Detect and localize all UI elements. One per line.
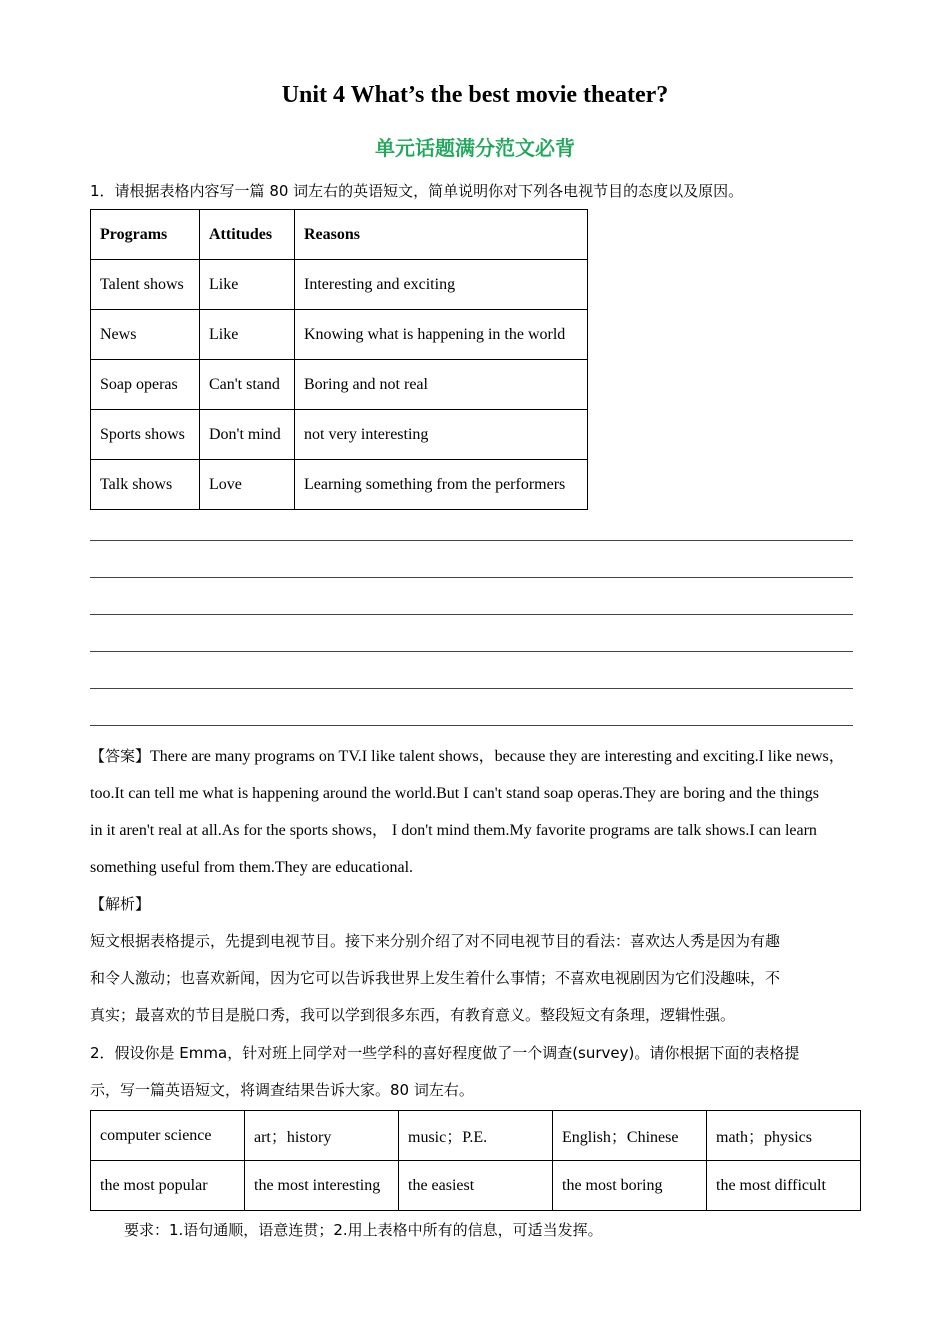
table-cell: computer science bbox=[91, 1111, 245, 1161]
table-cell: music；P.E. bbox=[399, 1111, 553, 1161]
table-cell: the most difficult bbox=[707, 1161, 861, 1211]
table-row bbox=[91, 1161, 861, 1211]
table-row bbox=[91, 460, 588, 510]
table-row bbox=[91, 260, 588, 310]
writing-line bbox=[90, 725, 853, 726]
writing-line bbox=[90, 577, 853, 578]
table-cell: Love bbox=[200, 460, 295, 510]
programs-table bbox=[90, 209, 588, 510]
table-cell: Knowing what is happening in the world bbox=[295, 310, 588, 360]
answer-paragraph bbox=[90, 738, 860, 886]
analysis-label: 【解析】 bbox=[90, 895, 151, 913]
table-cell: Sports shows bbox=[91, 410, 200, 460]
table-cell: art；history bbox=[245, 1111, 399, 1161]
table-cell: Learning something from the performers bbox=[295, 460, 588, 510]
table-cell: not very interesting bbox=[295, 410, 588, 460]
table-header-row bbox=[91, 210, 588, 260]
writing-line bbox=[90, 651, 853, 652]
question-2-line-1: 2．假设你是 Emma，针对班上同学对一些学科的喜好程度做了一个调查(survey)。请你根据下面的表格提 bbox=[90, 1044, 800, 1062]
writing-line bbox=[90, 614, 853, 615]
table-cell: Can't stand bbox=[200, 360, 295, 410]
table-cell: Don't mind bbox=[200, 410, 295, 460]
table-cell: the most popular bbox=[91, 1161, 245, 1211]
question-1-prompt: 1．请根据表格内容写一篇 80 词左右的英语短文，简单说明你对下列各电视节目的态度以及原因。 bbox=[90, 182, 744, 200]
table-row bbox=[91, 1111, 861, 1161]
page-subtitle: 单元话题满分范文必背 bbox=[375, 136, 575, 160]
table-cell: the most interesting bbox=[245, 1161, 399, 1211]
answer-line-3: in it aren't real at all.As for the sports shows， I don't mind them.My favorite programs are talk shows.I can learn bbox=[90, 822, 817, 839]
table-row bbox=[91, 310, 588, 360]
table-cell: News bbox=[91, 310, 200, 360]
table-cell: Interesting and exciting bbox=[295, 260, 588, 310]
header-cell: Attitudes bbox=[200, 210, 295, 260]
table-cell: Like bbox=[200, 260, 295, 310]
header-cell: Reasons bbox=[295, 210, 588, 260]
table-cell: Talk shows bbox=[91, 460, 200, 510]
question-2-line-2: 示，写一篇英语短文，将调查结果告诉大家。80 词左右。 bbox=[90, 1081, 474, 1099]
table-cell: the easiest bbox=[399, 1161, 553, 1211]
page-title: Unit 4 What’s the best movie theater? bbox=[281, 82, 669, 108]
table-cell: Like bbox=[200, 310, 295, 360]
analysis-line-2: 和令人激动；也喜欢新闻，因为它可以告诉我世界上发生着什么事情；不喜欢电视剧因为它们没趣味，不 bbox=[90, 969, 781, 987]
analysis-line-1: 短文根据表格提示，先提到电视节目。接下来分别介绍了对不同电视节目的看法：喜欢达人秀是因为有趣 bbox=[90, 932, 781, 950]
analysis-paragraph bbox=[90, 886, 860, 1034]
table-cell: Talent shows bbox=[91, 260, 200, 310]
header-cell: Programs bbox=[91, 210, 200, 260]
table-cell: English；Chinese bbox=[553, 1111, 707, 1161]
analysis-line-3: 真实；最喜欢的节目是脱口秀，我可以学到很多东西，有教育意义。整段短文有条理，逻辑性强。 bbox=[90, 1006, 736, 1024]
answer-label: 【答案】 bbox=[90, 747, 151, 765]
answer-line-2: too.It can tell me what is happening around the world.But I can't stand soap operas.They are boring and the things bbox=[90, 785, 819, 802]
table-cell: Boring and not real bbox=[295, 360, 588, 410]
writing-line bbox=[90, 540, 853, 541]
table-row bbox=[91, 360, 588, 410]
table-cell: the most boring bbox=[553, 1161, 707, 1211]
writing-line bbox=[90, 688, 853, 689]
answer-line-4: something useful from them.They are educational. bbox=[90, 859, 414, 876]
table-row bbox=[91, 410, 588, 460]
requirement-text: 要求：1.语句通顺，语意连贯；2.用上表格中所有的信息，可适当发挥。 bbox=[124, 1221, 603, 1239]
subjects-table bbox=[90, 1110, 861, 1211]
question-2-prompt bbox=[90, 1035, 860, 1109]
table-cell: Soap operas bbox=[91, 360, 200, 410]
table-cell: math；physics bbox=[707, 1111, 861, 1161]
answer-line-1: 【答案】There are many programs on TV.I like talent shows，because they are interesting and exciting.I like news， bbox=[90, 747, 845, 765]
